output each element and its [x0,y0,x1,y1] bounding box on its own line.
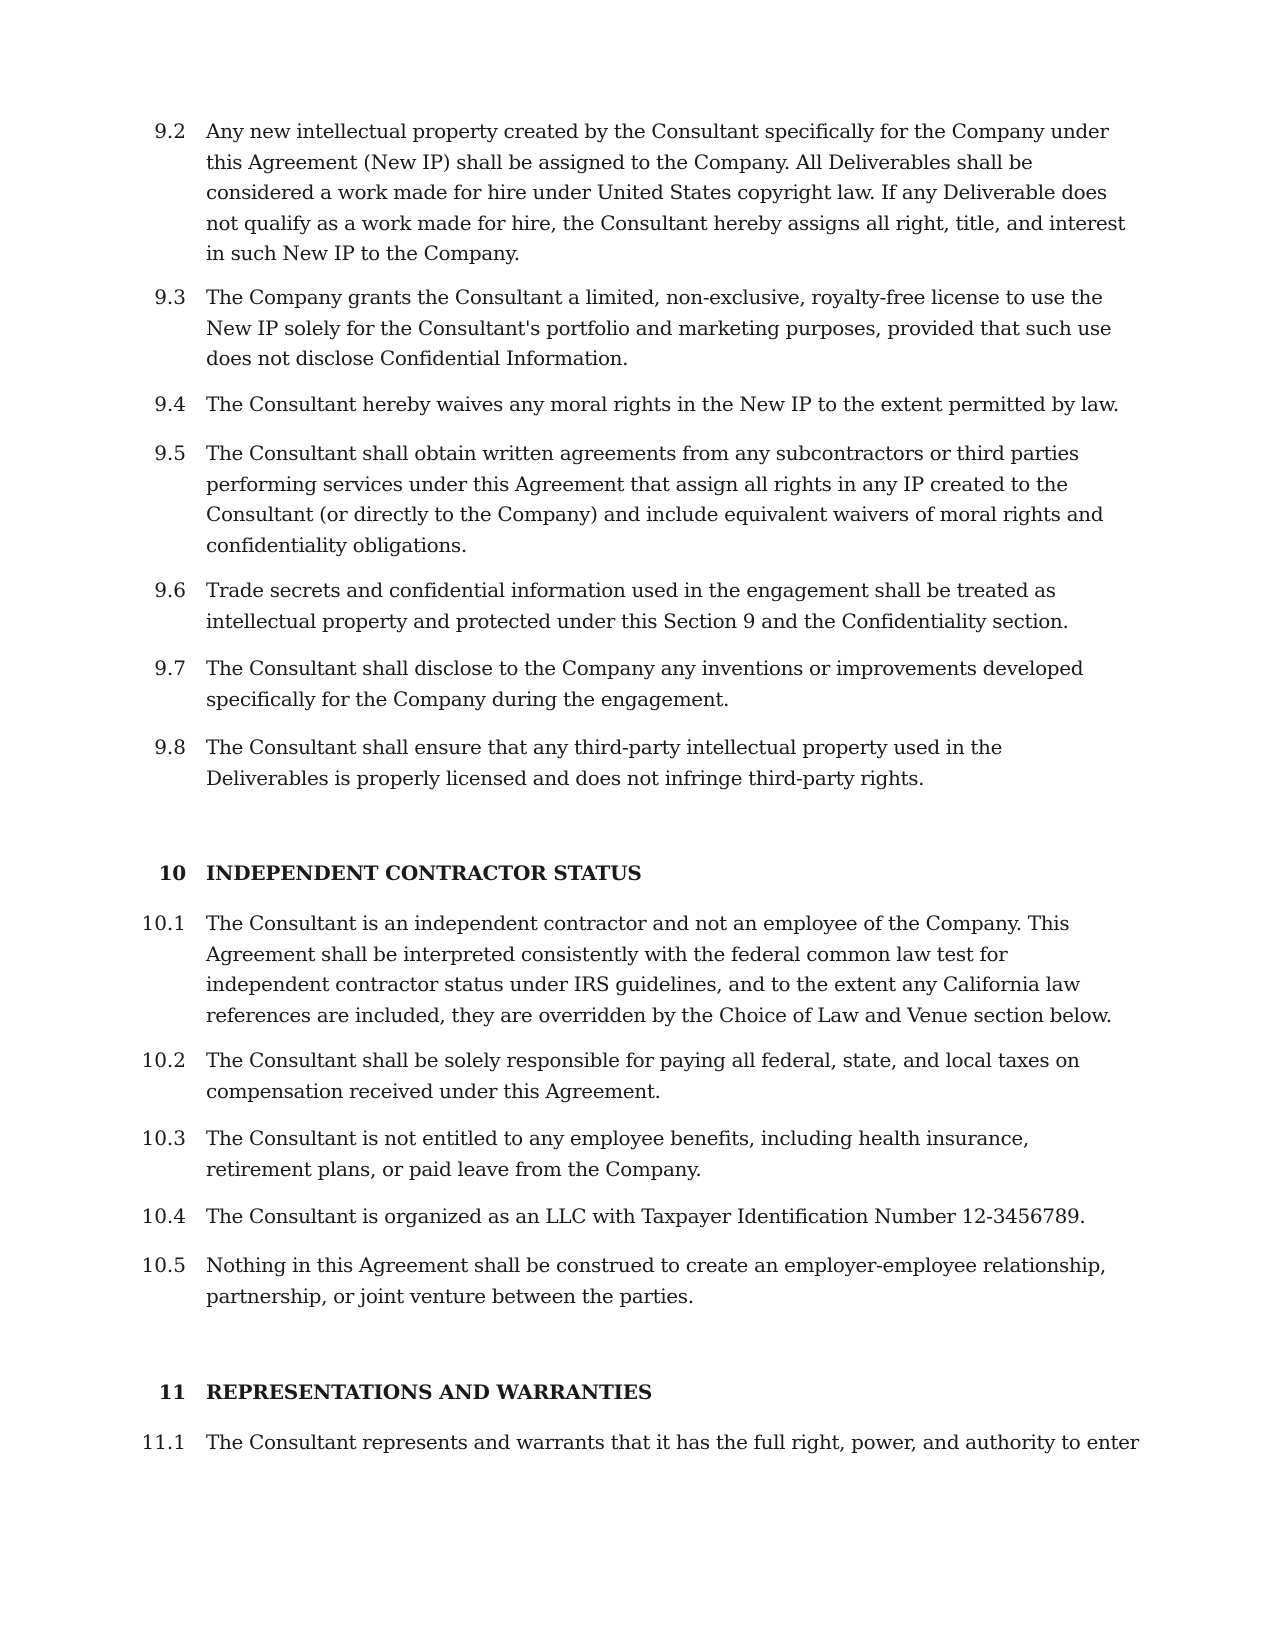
clause-number: 10.2 [141,1048,186,1072]
clause-text: Trade secrets and confidential information used in the engagement shall be treated as intellectual property and protected under this Section 9 and the Confidentiality section. [206,578,1069,633]
clause-text: Nothing in this Agreement shall be construed to create an employer-employee relationship, partnership, or joint venture between the parties. [206,1253,1106,1308]
clause-number: 9.4 [154,392,186,416]
section-title: INDEPENDENT CONTRACTOR STATUS [206,861,642,885]
clause-number: 10.1 [141,911,186,935]
clause-number: 9.5 [154,441,186,465]
clause-number: 9.3 [154,285,186,309]
clause-number: 10.4 [141,1204,186,1228]
section-title: REPRESENTATIONS AND WARRANTIES [206,1380,653,1404]
clause-number: 9.8 [154,735,186,759]
clause-number: 9.2 [154,119,186,143]
clause-text: The Consultant represents and warrants that it has the full right, power, and authority to enter [206,1430,1139,1454]
clause-text: The Consultant is organized as an LLC with Taxpayer Identification Number 12-3456789. [206,1204,1086,1228]
clause-number: 9.6 [154,578,186,602]
clause-text: The Consultant shall ensure that any third-party intellectual property used in the Deliverables is properly licensed and does not infringe third-party rights. [206,735,1003,790]
clause-text: The Consultant shall obtain written agreements from any subcontractors or third parties performing services under this Agreement that assign all rights in any IP created to the Consultant (or directly to the Company) and include equivalent waivers of moral rights and confidentiality obligations. [206,441,1104,557]
clause-number: 10.3 [141,1126,186,1150]
clause-text: The Company grants the Consultant a limited, non-exclusive, royalty-free license to use the New IP solely for the Consultant's portfolio and marketing purposes, provided that such use does not disclose Confidential Information. [206,285,1112,370]
clause-text: Any new intellectual property created by the Consultant specifically for the Company under this Agreement (New IP) shall be assigned to the Company. All Deliverables shall be considered a work made for hire under United States copyright law. If any Deliverable does not qualify as a work made for hire, the Consultant hereby assigns all right, title, and interest in such New IP to the Company. [206,119,1126,265]
section-number: 10 [158,861,186,885]
section-number: 11 [158,1380,186,1404]
clause-text: The Consultant hereby waives any moral rights in the New IP to the extent permitted by law. [206,392,1119,416]
clause-text: The Consultant shall disclose to the Company any inventions or improvements developed specifically for the Company during the engagement. [206,656,1084,711]
clause-text: The Consultant is an independent contractor and not an employee of the Company. This Agreement shall be interpreted consistently with the federal common law test for independent contractor status under IRS guidelines, and to the extent any California law references are included, they are overridden by the Choice of Law and Venue section below. [206,911,1112,1027]
clause-number: 11.1 [141,1430,186,1454]
clause-text: The Consultant is not entitled to any employee benefits, including health insurance, retirement plans, or paid leave from the Company. [206,1126,1029,1181]
clause-text: The Consultant shall be solely responsible for paying all federal, state, and local taxes on compensation received under this Agreement. [206,1048,1080,1103]
clause-number: 10.5 [141,1253,186,1277]
clause-number: 9.7 [154,656,186,680]
